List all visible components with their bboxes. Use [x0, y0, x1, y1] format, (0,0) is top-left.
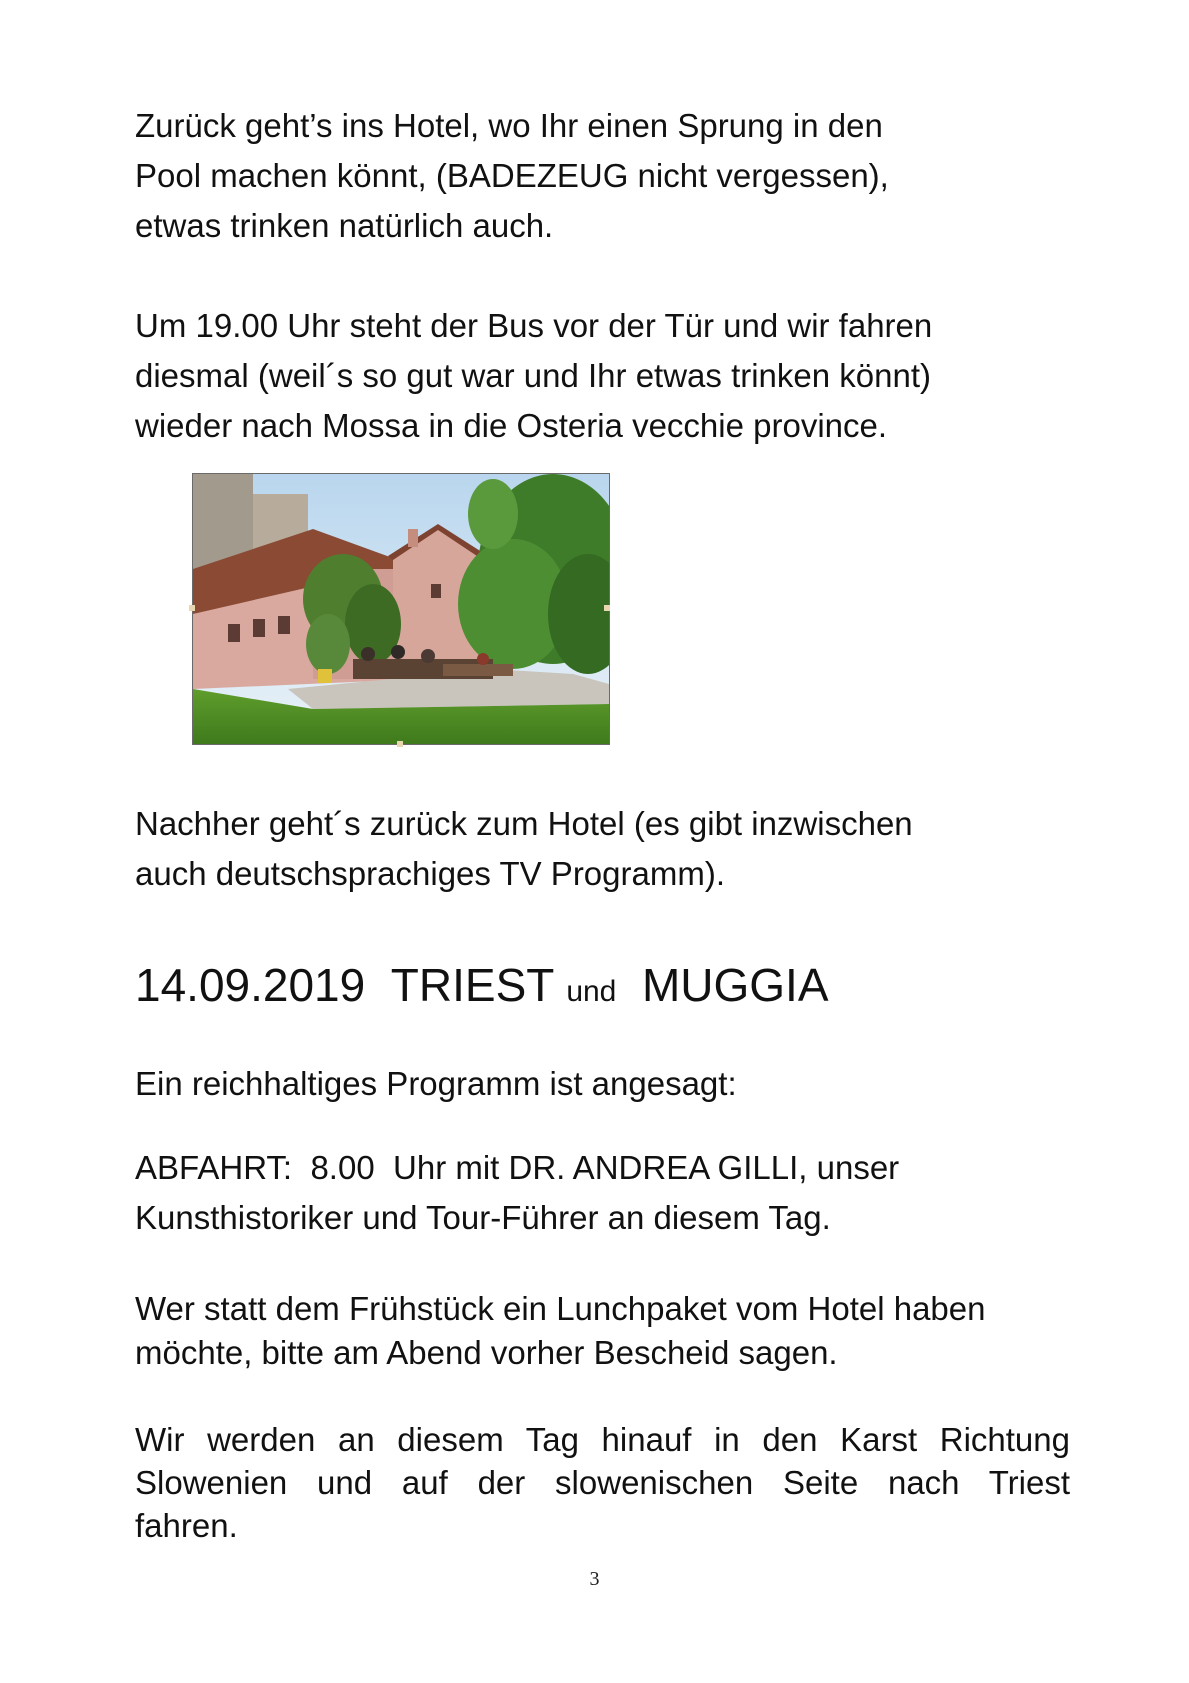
text-line: Um 19.00 Uhr steht der Bus vor der Tür und wir fahren [135, 307, 933, 344]
text-line: Slowenien und auf der slowenischen Seite nach Triest [135, 1464, 1070, 1501]
paragraph-bus-evening [135, 301, 1075, 451]
text-line: fahren. [135, 1507, 238, 1544]
heading-place-muggia: MUGGIA [641, 959, 829, 1011]
paragraph-lunch-package [135, 1287, 1075, 1375]
text-line: wieder nach Mossa in die Osteria vecchie province. [135, 407, 888, 444]
heading-date: 14.09.2019 [135, 959, 366, 1011]
paragraph-hotel-pool [135, 101, 1075, 251]
heading-connector: und [566, 975, 617, 1008]
page-number: 3 [589, 1568, 600, 1590]
day-heading [135, 955, 829, 1022]
text-line: Nachher geht´s zurück zum Hotel (es gibt inzwischen [135, 805, 913, 842]
text-line: möchte, bitte am Abend vorher Bescheid sagen. [135, 1334, 838, 1371]
image-resize-handle [604, 605, 610, 611]
text-line: Pool machen könnt, (BADEZEUG nicht vergessen), [135, 157, 889, 194]
paragraph-program-intro [135, 1059, 1075, 1109]
text-line: Kunsthistoriker und Tour-Führer an diesem Tag. [135, 1199, 831, 1236]
paragraph-departure [135, 1143, 1075, 1243]
heading-place-triest: TRIEST [390, 959, 554, 1011]
text-line: Wer statt dem Frühstück ein Lunchpaket vom Hotel haben [135, 1290, 986, 1327]
text-line: Zurück geht’s ins Hotel, wo Ihr einen Sprung in den [135, 107, 883, 144]
text-line: Wir werden an diesem Tag hinauf in den Karst Richtung [135, 1421, 1070, 1458]
text-line: Ein reichhaltiges Programm ist angesagt: [135, 1065, 737, 1102]
osteria-photo [192, 473, 610, 745]
text-line: etwas trinken natürlich auch. [135, 207, 554, 244]
paragraph-return-hotel [135, 799, 1075, 899]
paragraph-karst-route [135, 1418, 1070, 1547]
text-line: ABFAHRT: 8.00 Uhr mit DR. ANDREA GILLI, unser [135, 1149, 900, 1186]
image-resize-handle [189, 605, 195, 611]
osteria-garden-image [193, 474, 609, 744]
text-line: auch deutschsprachiges TV Programm). [135, 855, 725, 892]
image-resize-handle [397, 741, 403, 747]
text-line: diesmal (weil´s so gut war und Ihr etwas trinken könnt) [135, 357, 931, 394]
